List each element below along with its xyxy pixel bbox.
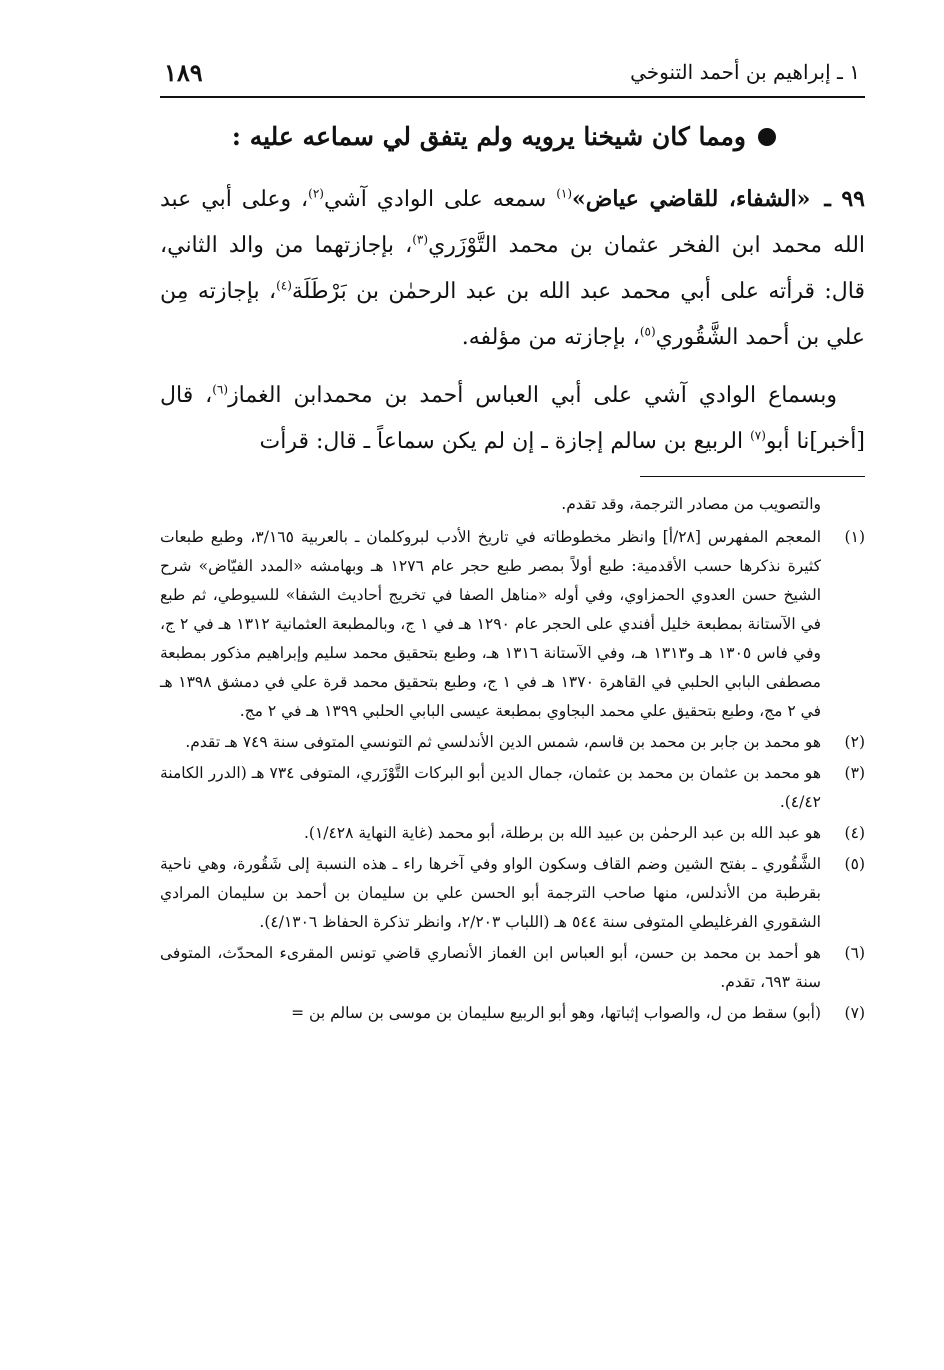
entry-text: سمعه على الوادي آشي xyxy=(323,187,547,212)
footnote-text: المعجم المفهرس [٢٨/أ] وانظر مخطوطاته في تاريخ الأدب لبروكلمان ـ بالعربية ٣/١٦٥، وطبع طبعات كثيرة نذكرها حسب الأقدمية: طبع أولاً بمصر طبع حجر عام ١٢٧٦ هـ وبهامشه «المدد الفيّاض» شرح الشيخ حسن العدوي الحمزاوي، وفي أوله «مناهل الصفا في تخريج أحاديث الشفا» للسيوطي، ثم طبع في الآستانة بمطبعة خليل أفندي على الحجر عام ١٢٩٠ هـ في ١ ج، وبالمطبعة العثمانية ١٣١٢ هـ في ٢ ج، وفي فاس ١٣٠٥ هـ و١٣١٣ هـ، وفي الآستانة ١٣١٦ هـ، وطبع بتحقيق محمد سليم وإبراهيم مذكور بمطبعة مصطفى البابي الحلبي في القاهرة ١٣٧٠ هـ في ١ ج، وطبع بتحقيق محمد قرة علي في دمشق ١٣٩٨ هـ في ٢ مج، وطبع بتحقيق علي محمد البجاوي بمطبعة عيسى البابي الحلبي ١٣٩٩ هـ في ٢ مج. xyxy=(160,528,822,720)
footnote-marker: (٥) xyxy=(844,855,865,873)
footnote-continued: والتصويب من مصادر الترجمة، وقد تقدم. xyxy=(561,495,821,513)
footnotes xyxy=(160,490,865,1030)
footnote-ref-7[interactable]: (٧) xyxy=(750,428,766,443)
entry-text: الربيع بن سالم إجازة ـ إن لم يكن سماعاً ـ قال: قرأت xyxy=(259,429,744,454)
entry-text: وبسماع الوادي آشي على أبي العباس أحمد بن محمدابن الغماز xyxy=(228,383,837,408)
entry-text: ، وعلى أبي عبد الله محمد ابن الفخر عثمان بن محمد التَّوْزَري xyxy=(160,187,866,258)
footnote-3 xyxy=(160,759,865,817)
entry-text: ، بإجازته مِن علي بن أحمد الشَّقُوري xyxy=(160,279,865,350)
section-heading-text: ومما كان شيخنا يرويه ولم يتفق لي سماعه عليه : xyxy=(231,122,746,151)
footnote-marker: (٢) xyxy=(844,733,865,751)
footnote-ref-4[interactable]: (٤) xyxy=(276,278,292,293)
running-header xyxy=(160,58,860,98)
footnote-rule xyxy=(640,476,865,477)
footnote-text: (أبو) سقط من ل، والصواب إثباتها، وهو أبو الربيع سليمان بن موسى بن سالم بن = xyxy=(291,1004,821,1022)
entry-text: ، بإجازتهما من والد الثاني، قال: قرأته على أبي محمد عبد الله بن عبد الرحمٰن بن بَرْطَلَة xyxy=(160,233,865,304)
footnote-marker: (٧) xyxy=(844,1004,865,1022)
footnote-marker: (٤) xyxy=(844,824,865,842)
entry-text: ، قال [أخبر]نا أبو xyxy=(160,383,865,454)
section-heading xyxy=(156,122,776,151)
footnote-marker: (٣) xyxy=(844,764,865,782)
bullet-icon xyxy=(758,128,776,146)
footnote-ref-3[interactable]: (٣) xyxy=(412,232,429,247)
footnote-ref-5[interactable]: (٥) xyxy=(639,324,656,339)
entry-number: ٩٩ ـ xyxy=(824,186,865,212)
running-title: ١ ـ إبراهيم بن أحمد التنوخي xyxy=(630,60,860,84)
footnote-text: هو عبد الله بن عبد الرحمٰن بن عبيد الله بن برطلة، أبو محمد (غاية النهاية ١/٤٢٨). xyxy=(303,824,821,842)
footnote-text: الشَّقُوري ـ بفتح الشين وضم القاف وسكون الواو وفي آخرها راء ـ هذه النسبة إلى شَقُورة، وهي ناحية بقرطبة من الأندلس، منها صاحب الترجمة أبو الحسن علي بن سليمان بن أحمد بن سليمان المرادي الشقوري الفرغليطي المتوفى سنة ٥٤٤ هـ (اللباب ٢/٢٠٣، وانظر تذكرة الحفاظ ٤/١٣٠٦). xyxy=(160,855,821,931)
footnote-1 xyxy=(160,523,865,726)
footnote-2 xyxy=(160,728,865,757)
footnote-ref-6[interactable]: (٦) xyxy=(212,382,229,397)
footnote-marker: (٦) xyxy=(844,944,865,962)
footnote-7 xyxy=(160,999,865,1028)
footnote-5 xyxy=(160,850,865,937)
footnote-text: هو أحمد بن محمد بن حسن، أبو العباس ابن الغماز الأنصاري قاضي تونس المقرىء المحدّث، المتوفى سنة ٦٩٣، تقدم. xyxy=(160,944,821,991)
footnote-text: هو محمد بن عثمان بن محمد بن عثمان، جمال الدين أبو البركات التَّوْزَري، المتوفى ٧٣٤ هـ (الدرر الكامنة ٤/٤٢). xyxy=(160,764,821,811)
footnote-4 xyxy=(160,819,865,848)
header-rule xyxy=(160,96,865,98)
footnote-marker: (١) xyxy=(844,528,865,546)
footnote-ref-1[interactable]: (١) xyxy=(556,186,573,201)
footnote-ref-2[interactable]: (٢) xyxy=(308,186,324,201)
footnote-6 xyxy=(160,939,865,997)
page-number: ١٨٩ xyxy=(164,58,203,87)
main-body-text xyxy=(160,176,865,465)
entry-paragraph-2 xyxy=(160,373,865,465)
entry-paragraph-1 xyxy=(160,176,865,361)
entry-text: ، بإجازته من مؤلفه. xyxy=(461,325,640,350)
footnote-text: هو محمد بن جابر بن محمد بن قاسم، شمس الدين الأندلسي ثم التونسي المتوفى سنة ٧٤٩ هـ تقدم. xyxy=(185,733,821,751)
entry-title: «الشفاء، للقاضي عياض» xyxy=(572,186,811,212)
